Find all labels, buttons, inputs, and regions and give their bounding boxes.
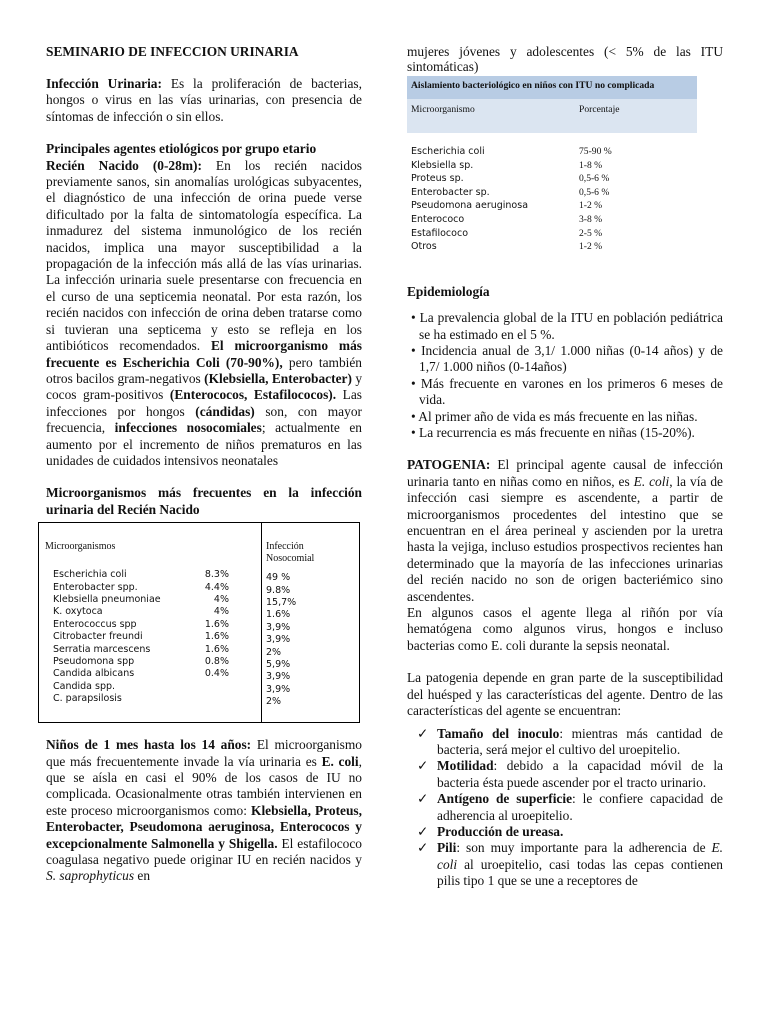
microorganism-percent: 75-90 %	[579, 146, 612, 157]
table-row	[45, 619, 257, 631]
nosocomial-value: 9.8%	[266, 584, 291, 596]
agents-heading	[46, 141, 362, 157]
bullet-icon: •	[411, 375, 421, 391]
children-bold-1: E. coli	[321, 753, 359, 769]
itu-table-title: Aislamiento bacteriológico en niños con ITU no complicada	[411, 80, 655, 91]
newborn-text-6: ; actualmente en aumento por el incremento de niños prematuros en las unidades de cuidados intensivos neonatales	[46, 420, 362, 468]
nosocomial-list	[266, 572, 355, 708]
characteristic-italic: E. coli	[437, 840, 723, 872]
definition-paragraph	[46, 76, 362, 125]
microorganism-name: Serratia marcescens	[53, 643, 151, 655]
nosocomial-value: 2%	[266, 696, 282, 708]
microorganism-percent: 0,5-6 %	[579, 173, 610, 185]
agent-characteristics-list	[407, 726, 723, 890]
microorganism-list	[45, 569, 257, 705]
epidemiology-heading-text: Epidemiología	[407, 283, 490, 299]
characteristic-text: : mientras más cantidad de bacteria, será mejor el cultivo del uroepitelio.	[437, 725, 723, 757]
characteristic-text: : son muy importante para la adherencia de	[456, 840, 712, 856]
newborn-bold-5: infecciones nosocomiales	[114, 420, 262, 436]
characteristic-text-2: al uroepitelio, casi todas las cepas contienen pilis tipo 1 que se une a receptores de	[437, 856, 723, 889]
microorganism-name: Pseudomona aeruginosa	[411, 200, 529, 212]
document-title: SEMINARIO DE INFECCION URINARIA	[46, 44, 299, 59]
microorganism-name: Candida spp.	[53, 680, 116, 692]
bullet-icon: •	[411, 425, 420, 440]
characteristic-name: Pili	[437, 840, 457, 856]
epidemiology-item-text: Más frecuente en varones en los primeros 6 meses de vida.	[419, 375, 723, 408]
itu-table-head-org: Microorganismo	[411, 104, 475, 115]
table-row	[45, 693, 257, 705]
table-row	[407, 199, 697, 213]
microorganism-percent: 0,5-6 %	[579, 186, 610, 198]
pathogenesis-paragraph-3: La patogenia depende en gran parte de la susceptibilidad del huésped y las características del agente. Dentro de las características del agente se encuentran:	[407, 670, 723, 719]
table-row	[407, 213, 697, 227]
children-label: Niños de 1 mes hasta los 14 años:	[46, 737, 252, 753]
newborn-table-title-text: Microorganismos más frecuentes en la infección urinaria del Recién Nacido	[46, 485, 362, 517]
pathogenesis-paragraph	[407, 457, 723, 605]
table-row	[407, 145, 697, 159]
bullet-icon: •	[411, 310, 420, 326]
microorganism-percent: 2-5 %	[579, 227, 603, 239]
right-column	[407, 44, 723, 890]
microorganism-percent	[173, 681, 229, 693]
nosocomial-value: 5,9%	[266, 658, 291, 670]
characteristic-name: Tamaño del inoculo	[437, 725, 560, 741]
children-paragraph	[46, 737, 362, 885]
newborn-microorganisms-table	[38, 522, 360, 723]
epidemiology-item-text: Incidencia anual de 3,1/ 1.000 niñas (0-14 años) y de 1,7/ 1.000 niños (0-14años)	[419, 342, 723, 375]
microorganism-name: Enterobacter sp.	[411, 186, 490, 198]
newborn-paragraph	[46, 158, 362, 470]
newborn-bold-2: (Klebsiella, Enterobacter)	[204, 370, 352, 386]
left-column	[46, 44, 362, 885]
pathogenesis-italic: E. coli	[633, 473, 670, 489]
table-row	[407, 227, 697, 241]
microorganism-name: Enterobacter spp.	[53, 581, 138, 593]
microorganism-name: Pseudomona spp	[53, 655, 135, 667]
table-row	[407, 172, 697, 186]
microorganism-name: Escherichia coli	[53, 569, 127, 581]
characteristic-item	[417, 758, 723, 791]
checkmark-icon: ✓	[417, 823, 429, 839]
bullet-icon: •	[411, 408, 419, 424]
microorganisms-cell	[39, 523, 262, 723]
newborn-label: Recién Nacido (0-28m):	[46, 157, 202, 173]
table-row	[407, 186, 697, 200]
nosocomial-value: 49 %	[266, 572, 291, 584]
characteristic-text: : le confiere capacidad de adherencia al uroepitelio.	[437, 791, 723, 823]
microorganism-percent: 1.6%	[204, 643, 229, 655]
checkmark-icon: ✓	[417, 840, 429, 856]
pathogenesis-text-2: , la vía de infección casi siempre es ascendente, a partir de microorganismos procedentes del intestino que se encuentran en el área perineal y ascienden por la uretra hasta la vejiga, incluso estudios prospectivos recientes han determinado que la mayoría de las infecciones urinarias del recién nacido no son de origen bacteriémico sino ascendentes.	[407, 473, 723, 604]
table-row	[45, 631, 257, 643]
microorganism-percent: 4.4%	[204, 581, 229, 593]
nosocomial-value: 1.6%	[266, 609, 291, 621]
table-row	[45, 656, 257, 668]
microorganism-percent: 8.3%	[204, 569, 229, 581]
table-row	[407, 159, 697, 173]
checkmark-icon: ✓	[417, 791, 429, 807]
microorganism-percent: 4%	[213, 593, 229, 605]
epidemiology-item-text: La recurrencia es más frecuente en niñas (15-20%).	[419, 425, 695, 440]
epidemiology-item	[407, 376, 723, 409]
characteristic-item	[417, 725, 723, 759]
microorganism-percent: 1.6%	[204, 618, 229, 630]
table-row	[45, 681, 257, 693]
newborn-bold-4: (cándidas)	[195, 403, 255, 419]
epidemiology-item	[407, 310, 723, 343]
pathogenesis-paragraph-2: En algunos casos el agente llega al riñón por vía hematógena como algunos virus, hongos e incluso bacterias como E. coli durante la sepsis neonatal.	[407, 605, 723, 653]
table-header-org: Microorganismos	[45, 541, 116, 553]
epidemiology-item	[407, 343, 723, 376]
epidemiology-item-text: Al primer año de vida es más frecuente en las niñas.	[418, 408, 698, 424]
microorganism-name: Candida albicans	[53, 668, 135, 680]
microorganism-name: Enterococo	[411, 213, 465, 225]
nosocomial-value: 15,7%	[266, 596, 297, 608]
epidemiology-heading	[407, 284, 723, 300]
children-text-1: El microorganismo que más frecuentemente invade la vía urinaria es	[46, 737, 362, 769]
table-row	[45, 668, 257, 680]
microorganism-name: C. parapsilosis	[53, 693, 122, 705]
nosocomial-cell	[262, 523, 360, 723]
newborn-table-title	[46, 485, 362, 518]
children-text-2: , que se aísla en casi el 90% de los casos de IU no complicada. Ocasionalmente otras también intervienen en este proceso microorganismos como:	[46, 753, 362, 818]
microorganism-percent: 3-8 %	[579, 213, 603, 225]
microorganism-name: K. oxytoca	[53, 606, 103, 618]
newborn-bold-3: (Enterococos, Estafilococos).	[169, 387, 337, 403]
microorganism-name: Enterococcus spp	[53, 618, 137, 630]
itu-table-head-pct: Porcentaje	[579, 104, 620, 115]
microorganism-percent	[173, 693, 229, 705]
newborn-text-3: y cocos gram-positivos	[46, 370, 363, 403]
nosocomial-value: 3,9%	[266, 671, 291, 683]
checkmark-icon: ✓	[417, 758, 429, 774]
nosocomial-value: 2%	[266, 646, 282, 658]
pathogenesis-label: PATOGENIA:	[407, 457, 491, 473]
definition-label: Infección Urinaria:	[46, 76, 162, 91]
microorganism-percent: 1-2 %	[579, 241, 603, 253]
microorganism-name: Citrobacter freundi	[53, 631, 143, 643]
bullet-icon: •	[411, 342, 422, 358]
agents-heading-text: Principales agentes etiológicos por grupo etario	[46, 141, 317, 157]
table-row	[45, 582, 257, 594]
microorganism-percent: 4%	[213, 606, 229, 618]
checkmark-icon: ✓	[417, 725, 429, 741]
nosocomial-value: 3,9%	[266, 634, 291, 646]
microorganism-name: Klebsiella sp.	[411, 159, 474, 171]
newborn-text-4: Las infecciones por hongos	[46, 387, 362, 419]
microorganism-name: Proteus sp.	[411, 173, 464, 185]
nosocomial-value: 3,9%	[266, 683, 291, 695]
characteristic-text: : debido a la capacidad móvil de la bacteria ésta puede ascender por el tracto urinario.	[437, 758, 723, 790]
itu-table-body	[407, 145, 697, 254]
nosocomial-value: 3,9%	[266, 621, 291, 633]
uncomplicated-itu-table	[407, 76, 697, 254]
newborn-bold-1: El microorganismo más frecuente es Escherichia Coli (70-90%),	[46, 338, 362, 370]
microorganism-percent: 0.8%	[204, 655, 229, 667]
newborn-text-2: pero también otros bacilos gram-negativos	[46, 354, 363, 386]
characteristic-name: Antígeno de superficie	[437, 791, 573, 807]
microorganism-name: Otros	[411, 241, 437, 253]
children-text-4: en	[134, 868, 151, 884]
children-bold-2: Klebsiella, Proteus, Enterobacter, Pseudomona aeruginosa, Enterococos y excepcionalmente Salmonella y Shigella.	[46, 802, 362, 851]
table-row	[45, 606, 257, 618]
epidemiology-item	[407, 425, 723, 441]
epidemiology-item	[407, 409, 723, 425]
table-row	[45, 644, 257, 656]
children-text-3: El estafilococo coagulasa negativo puede originar IU en recién nacidos y	[46, 835, 363, 867]
characteristic-item	[417, 840, 723, 889]
continuation-text: mujeres jóvenes y adolescentes (< 5% de las ITU sintomáticas)	[407, 44, 723, 74]
pathogenesis-text-1: El principal agente causal de infección urinaria tanto en niñas como en niños, es	[407, 457, 723, 489]
table-row	[45, 594, 257, 606]
microorganism-name: Klebsiella pneumoniae	[53, 593, 161, 605]
characteristic-item	[417, 823, 723, 840]
microorganism-percent: 1-8 %	[579, 159, 603, 171]
definition-text: Es la proliferación de bacterias, hongos o virus en las vías urinarias, con presencia de síntomas de infección o sin ellos.	[46, 76, 362, 124]
newborn-text-1: En los recién nacidos previamente sanos, sin anomalías urológicas subyacentes, el diagnóstico de una infección de orina puede verse dificultado por la falta de sintomatología específica. La inmadurez del sistema inmunológico de los recién nacidos, implica una mayor susceptibilidad a la propagación de la infección más allá de las vías urinarias. La infección urinaria suele presentarse con frecuencia en el curso de una septicemia neonatal. Por esta razón, los recién nacidos con infección de orina deben tratarse como si tuvieran una septicema y esto se refleja en los antibióticos recomendados.	[46, 157, 362, 354]
epidemiology-item-text: La prevalencia global de la ITU en población pediátrica se ha estimado en el 5 %.	[419, 310, 723, 342]
characteristic-name: Producción de ureasa.	[437, 823, 564, 839]
characteristic-item	[417, 791, 723, 824]
children-italic: S. saprophyticus	[46, 868, 135, 884]
microorganism-percent: 0.4%	[204, 668, 229, 680]
microorganism-percent: 1-2 %	[579, 200, 603, 212]
epidemiology-list	[407, 310, 723, 441]
table-row	[407, 240, 697, 254]
microorganism-name: Escherichia coli	[411, 146, 485, 157]
characteristic-name: Motilidad	[437, 758, 494, 774]
newborn-text-5: son, con mayor frecuencia,	[46, 403, 362, 436]
table-header-nosocomial: Infección Nosocomial	[266, 541, 315, 565]
microorganism-name: Estafilococo	[411, 227, 469, 239]
table-row	[45, 569, 257, 581]
microorganism-percent: 1.6%	[204, 631, 229, 643]
